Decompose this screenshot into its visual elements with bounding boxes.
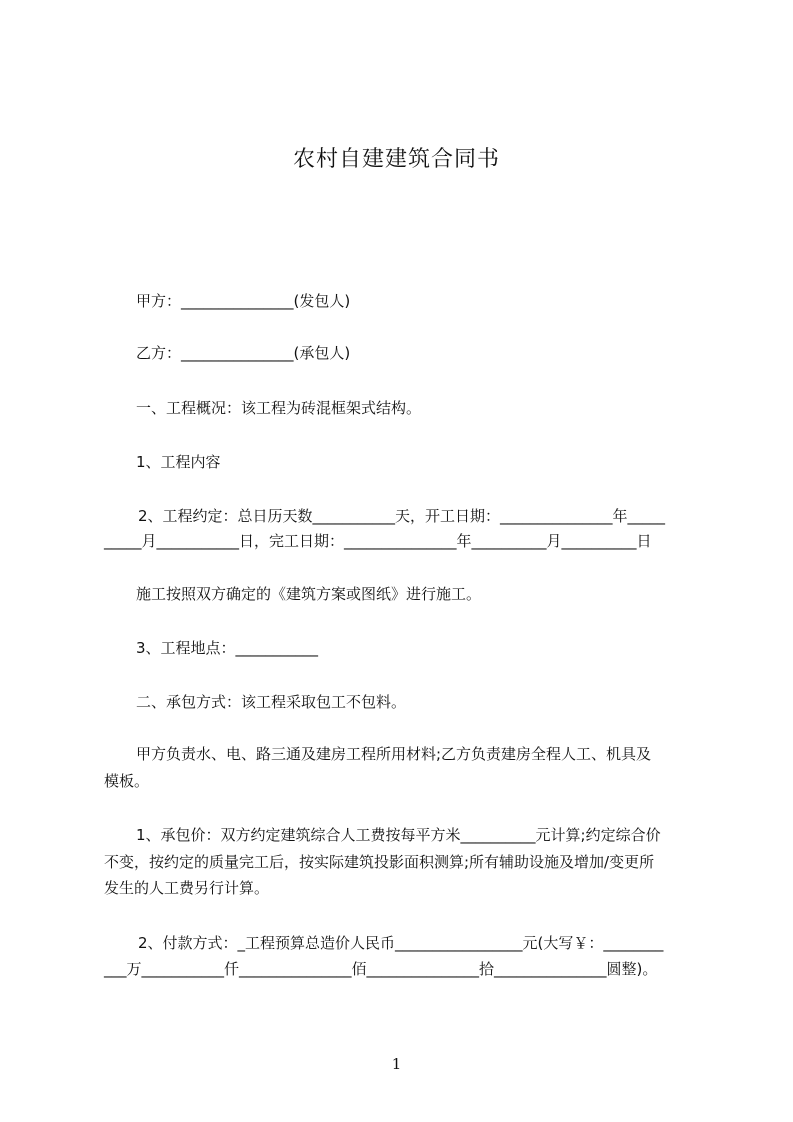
party-b-line: 乙方：_______________(承包人) [136,344,351,362]
price-line-3: 发生的人工费另行计算。 [104,879,270,897]
item-1-line: 1、工程内容 [136,453,221,471]
item-2-line-1: 2、工程约定：总日历天数___________天，开工日期：_______________年_____ [138,507,666,525]
party-a-line: 甲方：_______________(发包人) [136,292,351,310]
price-line-1: 1、承包价：双方约定建筑综合人工费按每平方米__________元计算;约定综合价 [136,826,661,844]
price-line-2: 不变，按约定的质量完工后，按实际建筑投影面积测算;所有辅助设施及增加/变更所 [104,853,655,871]
section-2-heading: 二、承包方式：该工程采取包工不包料。 [136,693,407,711]
payment-line-2: ___万___________仟_______________佰_______________拾_______________圆整)。 [104,960,658,978]
item-2-line-2: _____月___________日，完工日期：_______________年__________月__________日 [104,532,652,550]
materials-line-2: 模板。 [104,772,150,790]
document-title: 农村自建建筑合同书 [292,147,500,172]
payment-line-1: 2、付款方式：_工程预算总造价人民币_________________元(大写￥：________ [138,934,664,952]
section-1-heading: 一、工程概况：该工程为砖混框架式结构。 [136,399,422,417]
construction-note: 施工按照双方确定的《建筑方案或图纸》进行施工。 [136,585,482,603]
materials-line-1: 甲方负责水、电、路三通及建房工程所用材料;乙方负责建房全程人工、机具及 [136,745,652,763]
item-3-line: 3、工程地点：___________ [136,639,319,657]
page-number: 1 [391,1055,402,1073]
